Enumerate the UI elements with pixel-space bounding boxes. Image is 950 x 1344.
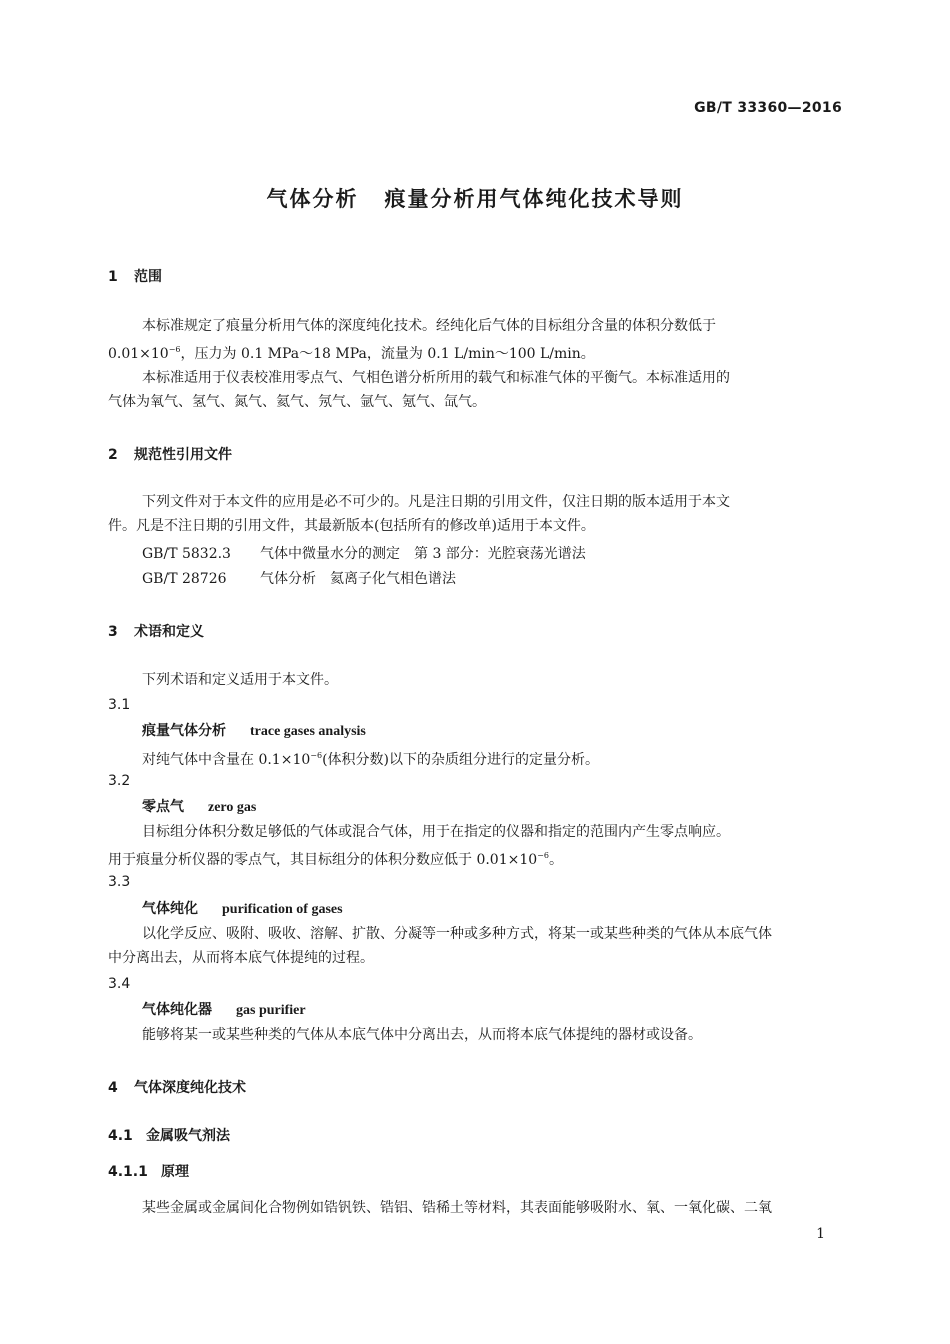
text: 对纯气体中含量在 0.1×10 <box>142 752 311 768</box>
section-number: 3 <box>108 624 118 640</box>
term-definition <box>108 820 843 872</box>
section-number: 2 <box>108 447 118 463</box>
section-title: 规范性引用文件 <box>134 447 232 463</box>
term-number: 3.2 <box>108 773 131 789</box>
text: 0.01×10 <box>108 346 169 362</box>
term-chinese: 零点气 <box>142 799 184 815</box>
section-3-heading <box>108 621 204 641</box>
subsection-4-1-heading <box>108 1125 230 1145</box>
text: 用于痕量分析仪器的零点气，其目标组分的体积分数应低于 0.01×10 <box>108 852 538 868</box>
reference-code: GB/T 28726 <box>142 571 227 587</box>
term-number: 3.1 <box>108 697 131 713</box>
section-1-paragraph-2 <box>108 366 843 414</box>
term-chinese: 痕量气体分析 <box>142 723 226 739</box>
subsection-4-1-1-heading <box>108 1161 189 1181</box>
section-title: 术语和定义 <box>134 624 204 640</box>
reference-title: 气体分析 氦离子化气相色谱法 <box>260 571 456 587</box>
title-part-2: 痕量分析用气体纯化技术导则 <box>384 187 684 211</box>
term-english: zero gas <box>208 800 257 815</box>
line: 中分离出去，从而将本底气体提纯的过程。 <box>108 950 374 966</box>
line: 目标组分体积分数足够低的气体或混合气体，用于在指定的仪器和指定的范围内产生零点响应。 <box>142 824 730 840</box>
section-number: 1 <box>108 269 118 285</box>
section-number: 4 <box>108 1080 118 1096</box>
document-title <box>0 183 950 213</box>
normative-reference <box>142 567 456 591</box>
term-entry <box>142 998 306 1023</box>
section-4-heading <box>108 1077 246 1097</box>
superscript: −6 <box>537 851 549 860</box>
section-number: 4.1 <box>108 1128 133 1144</box>
line: 本标准适用于仪表校准用零点气、气相色谱分析所用的载气和标准气体的平衡气。本标准适用的 <box>142 370 730 386</box>
term-number: 3.4 <box>108 976 131 992</box>
term-english: purification of gases <box>222 902 343 917</box>
line: 下列文件对于本文件的应用是必不可少的。凡是注日期的引用文件，仅注日期的版本适用于本文 <box>142 494 730 510</box>
section-2-heading <box>108 444 232 464</box>
term-entry <box>142 795 256 820</box>
line: 本标准规定了痕量分析用气体的深度纯化技术。经纯化后气体的目标组分含量的体积分数低于 <box>142 318 716 334</box>
reference-title: 气体中微量水分的测定 第 3 部分：光腔衰荡光谱法 <box>260 546 586 562</box>
line <box>108 338 843 366</box>
section-title: 气体深度纯化技术 <box>134 1080 246 1096</box>
terms-intro: 下列术语和定义适用于本文件。 <box>142 672 338 688</box>
term-number: 3.3 <box>108 874 131 890</box>
page-number: 1 <box>816 1226 825 1242</box>
term-definition <box>108 922 843 970</box>
term-english: trace gases analysis <box>250 724 366 739</box>
section-1-heading <box>108 266 162 286</box>
section-4-paragraph-1: 某些金属或金属间化合物例如锆钒铁、锆铝、锆稀土等材料，其表面能够吸附水、氧、一氧化碳、二氧 <box>142 1200 772 1216</box>
term-entry <box>142 897 343 922</box>
text: ，压力为 0.1 MPa～18 MPa，流量为 0.1 L/min～100 L/min。 <box>180 346 595 362</box>
superscript: −6 <box>168 345 181 354</box>
normative-reference <box>142 542 586 566</box>
document-code: GB/T 33360—2016 <box>694 100 842 116</box>
text: (体积分数)以下的杂质组分进行的定量分析。 <box>322 752 599 768</box>
term-entry <box>142 719 366 744</box>
line <box>108 844 843 872</box>
term-chinese: 气体纯化 <box>142 901 198 917</box>
title-part-1: 气体分析 <box>266 187 359 211</box>
section-title: 原理 <box>161 1164 189 1180</box>
section-title: 范围 <box>134 269 162 285</box>
term-definition: 能够将某一或某些种类的气体从本底气体中分离出去，从而将本底气体提纯的器材或设备。 <box>142 1027 702 1043</box>
reference-code: GB/T 5832.3 <box>142 546 231 562</box>
term-chinese: 气体纯化器 <box>142 1002 212 1018</box>
section-number: 4.1.1 <box>108 1164 148 1180</box>
line: 件。凡是不注日期的引用文件，其最新版本(包括所有的修改单)适用于本文件。 <box>108 518 595 534</box>
superscript: −6 <box>310 751 323 760</box>
line: 以化学反应、吸附、吸收、溶解、扩散、分凝等一种或多种方式，将某一或某些种类的气体从本底气体 <box>142 926 772 942</box>
section-2-paragraph-1 <box>108 490 843 538</box>
section-title: 金属吸气剂法 <box>146 1128 230 1144</box>
term-english: gas purifier <box>236 1003 306 1018</box>
text: 。 <box>548 852 563 868</box>
term-definition <box>142 744 599 772</box>
line: 气体为氧气、氢气、氮气、氦气、氖气、氩气、氪气、氙气。 <box>108 394 486 410</box>
section-1-paragraph-1 <box>108 314 843 366</box>
